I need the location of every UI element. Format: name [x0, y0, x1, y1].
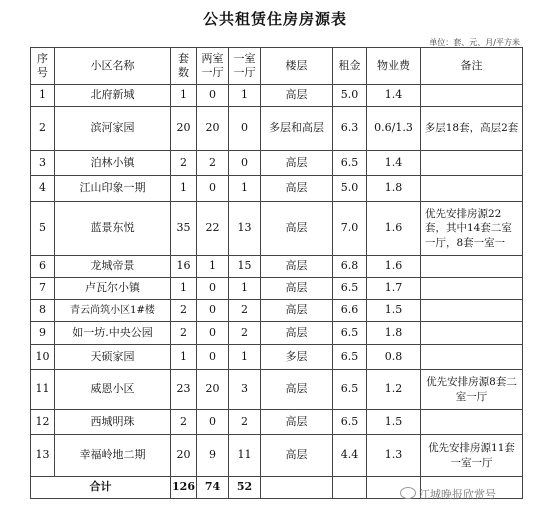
cell-two-room: 0	[197, 345, 229, 370]
cell-fee: 1.5	[367, 300, 421, 322]
page-title: 公共租赁住房房源表	[202, 10, 347, 28]
cell-name: 龙城帝景	[55, 256, 171, 278]
cell-sets: 16	[171, 256, 197, 278]
cell-rent: 5.0	[333, 85, 367, 107]
cell-no: 3	[31, 151, 55, 176]
cell-one-room: 15	[229, 256, 261, 278]
cell-rent: 7.0	[333, 202, 367, 256]
watermark	[400, 486, 496, 502]
cell-sets: 2	[171, 151, 197, 176]
cell-fee: 1.5	[367, 410, 421, 435]
cell-sets: 1	[171, 176, 197, 202]
cell-rent: 6.5	[333, 278, 367, 300]
cell-two-room: 22	[197, 202, 229, 256]
cell-sets: 1	[171, 85, 197, 107]
cell-no: 7	[31, 278, 55, 300]
cell-no: 13	[31, 435, 55, 477]
total-label: 合计	[31, 477, 171, 499]
cell-name: 卢瓦尔小镇	[55, 278, 171, 300]
cell-fee: 0.6/1.3	[367, 107, 421, 151]
cell-one-room: 13	[229, 202, 261, 256]
table-row	[31, 202, 523, 256]
cell-floor: 高层	[261, 176, 333, 202]
cell-no: 8	[31, 300, 55, 322]
table-row	[31, 85, 523, 107]
table-row	[31, 435, 523, 477]
table-row	[31, 410, 523, 435]
cell-rent: 6.5	[333, 345, 367, 370]
cell-remark: 多层18套，高层2套	[421, 107, 523, 151]
cell-remark: 优先安排房源11套一室一厅	[421, 435, 523, 477]
cell-no: 4	[31, 176, 55, 202]
cell-floor: 高层	[261, 410, 333, 435]
cell-floor: 高层	[261, 151, 333, 176]
cell-no: 10	[31, 345, 55, 370]
cell-two-room: 0	[197, 176, 229, 202]
cell-name: 北府新城	[55, 85, 171, 107]
table-row	[31, 322, 523, 345]
cell-rent: 6.5	[333, 410, 367, 435]
cell-sets: 2	[171, 300, 197, 322]
cell-no: 12	[31, 410, 55, 435]
cell-floor: 高层	[261, 300, 333, 322]
cell-no: 1	[31, 85, 55, 107]
cell-no: 5	[31, 202, 55, 256]
cell-floor: 高层	[261, 278, 333, 300]
cell-two-room: 0	[197, 300, 229, 322]
cell-floor: 高层	[261, 322, 333, 345]
header-sets: 套 数	[171, 48, 197, 85]
cell-two-room: 1	[197, 256, 229, 278]
cell-one-room: 2	[229, 322, 261, 345]
cell-two-room: 9	[197, 435, 229, 477]
header-remark: 备注	[421, 48, 523, 85]
cell-two-room: 0	[197, 322, 229, 345]
cell-one-room: 3	[229, 370, 261, 410]
cell-fee: 1.6	[367, 202, 421, 256]
cell-name: 西城明珠	[55, 410, 171, 435]
header-floor: 楼层	[261, 48, 333, 85]
cell-floor: 多层	[261, 345, 333, 370]
cell-name: 天硕家园	[55, 345, 171, 370]
cell-remark: 优先安排房源8套二室一厅	[421, 370, 523, 410]
cell-sets: 35	[171, 202, 197, 256]
table-row	[31, 107, 523, 151]
cell-sets: 2	[171, 322, 197, 345]
cell-sets: 1	[171, 278, 197, 300]
cell-name: 青云尚筑小区1#楼	[55, 300, 171, 322]
cell-floor	[261, 477, 333, 499]
cell-rent: 6.5	[333, 151, 367, 176]
cell-rent: 6.5	[333, 322, 367, 345]
cell-rent: 6.8	[333, 256, 367, 278]
cell-rent: 6.6	[333, 300, 367, 322]
cell-rent: 6.5	[333, 370, 367, 410]
cell-two-room: 0	[197, 85, 229, 107]
cell-sets: 1	[171, 345, 197, 370]
header-two-room: 两室 一厅	[197, 48, 229, 85]
cell-floor: 高层	[261, 85, 333, 107]
cell-one-room: 0	[229, 151, 261, 176]
cell-remark	[421, 151, 523, 176]
cell-fee: 1.6	[367, 256, 421, 278]
cell-name: 威恩小区	[55, 370, 171, 410]
header-name: 小区名称	[55, 48, 171, 85]
cell-fee: 1.8	[367, 322, 421, 345]
header-no: 序 号	[31, 48, 55, 85]
unit-note: 单位：套、元、月/平方米	[429, 38, 520, 47]
cell-fee: 0.8	[367, 345, 421, 370]
cell-fee: 1.7	[367, 278, 421, 300]
cell-sets: 23	[171, 370, 197, 410]
cell-one-room: 2	[229, 410, 261, 435]
cell-remark	[421, 345, 523, 370]
total-sets: 126	[171, 477, 197, 499]
cell-two-room: 0	[197, 410, 229, 435]
cell-no: 6	[31, 256, 55, 278]
header-row	[31, 48, 523, 85]
cell-no: 9	[31, 322, 55, 345]
table-row	[31, 256, 523, 278]
cell-two-room: 0	[197, 278, 229, 300]
cell-rent: 4.4	[333, 435, 367, 477]
cell-remark	[421, 278, 523, 300]
cell-name: 泊林小镇	[55, 151, 171, 176]
cell-no: 2	[31, 107, 55, 151]
header-one-room: 一室 一厅	[229, 48, 261, 85]
cell-fee: 1.4	[367, 85, 421, 107]
cell-rent	[333, 477, 367, 499]
table-row	[31, 278, 523, 300]
cell-remark	[421, 300, 523, 322]
watermark-text: 江城晚报欣赏号	[419, 488, 496, 501]
cell-sets: 2	[171, 410, 197, 435]
cell-name: 蓝景东悦	[55, 202, 171, 256]
cell-floor: 多层和高层	[261, 107, 333, 151]
cell-fee: 1.8	[367, 176, 421, 202]
cell-floor: 高层	[261, 435, 333, 477]
header-fee: 物业费	[367, 48, 421, 85]
cell-name: 江山印象一期	[55, 176, 171, 202]
cell-floor: 高层	[261, 256, 333, 278]
table-row	[31, 300, 523, 322]
cell-two-room: 2	[197, 151, 229, 176]
cell-remark	[421, 176, 523, 202]
cell-remark	[421, 410, 523, 435]
cell-two-room: 20	[197, 107, 229, 151]
cell-no: 11	[31, 370, 55, 410]
cell-one-room: 1	[229, 85, 261, 107]
table-row	[31, 370, 523, 410]
table-row	[31, 151, 523, 176]
wechat-icon	[400, 487, 416, 499]
cell-one-room: 1	[229, 278, 261, 300]
table-row	[31, 176, 523, 202]
cell-floor: 高层	[261, 370, 333, 410]
cell-name: 幸福岭地二期	[55, 435, 171, 477]
housing-table	[30, 47, 523, 499]
cell-sets: 20	[171, 107, 197, 151]
cell-remark	[421, 256, 523, 278]
cell-one-room: 1	[229, 345, 261, 370]
cell-sets: 20	[171, 435, 197, 477]
cell-two-room: 20	[197, 370, 229, 410]
cell-fee: 1.4	[367, 151, 421, 176]
cell-rent: 5.0	[333, 176, 367, 202]
cell-remark	[421, 322, 523, 345]
header-rent: 租金	[333, 48, 367, 85]
cell-one-room: 1	[229, 176, 261, 202]
cell-name: 如一坊.中央公园	[55, 322, 171, 345]
cell-fee: 1.2	[367, 370, 421, 410]
cell-remark	[421, 85, 523, 107]
cell-floor: 高层	[261, 202, 333, 256]
cell-rent: 6.3	[333, 107, 367, 151]
cell-fee: 1.3	[367, 435, 421, 477]
total-one-room: 52	[229, 477, 261, 499]
total-two-room: 74	[197, 477, 229, 499]
cell-one-room: 0	[229, 107, 261, 151]
cell-remark: 优先安排房源22套，其中14套二室一厅，8套一室一	[421, 202, 523, 256]
cell-one-room: 2	[229, 300, 261, 322]
table-row	[31, 345, 523, 370]
cell-one-room: 11	[229, 435, 261, 477]
cell-name: 滨河家园	[55, 107, 171, 151]
